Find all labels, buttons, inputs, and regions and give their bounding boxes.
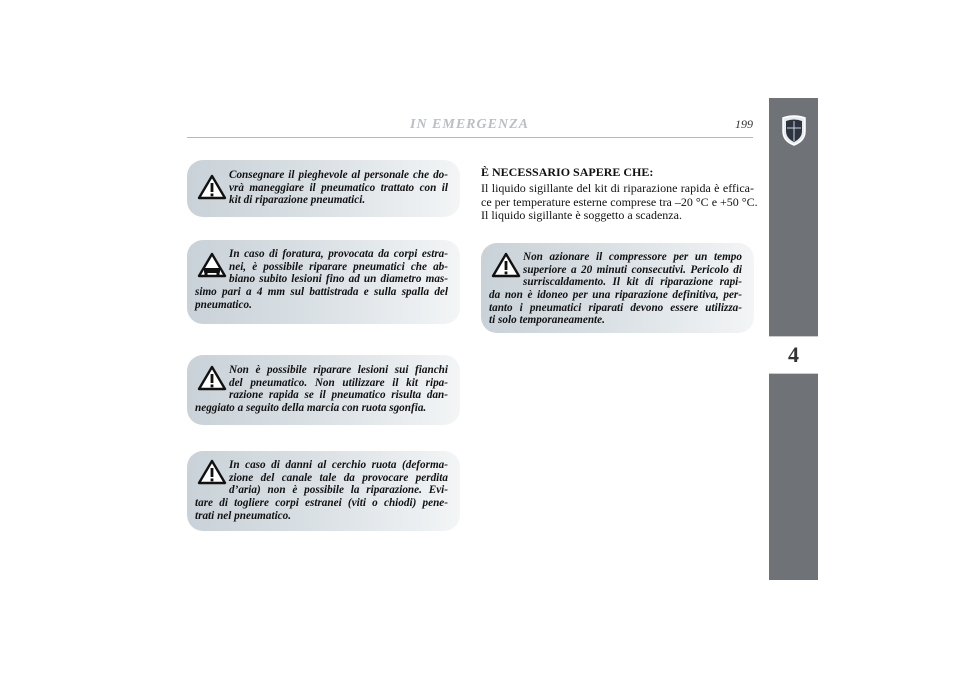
section-title: IN EMERGENZA	[410, 117, 529, 132]
warning-box-4	[187, 451, 460, 531]
warning-box-5	[481, 243, 754, 333]
body-text-line: Il liquido sigillante del kit di riparazione rapida è effica-	[481, 181, 754, 195]
warning-text-line: Non è possibile riparare lesioni sui fianchi	[229, 364, 448, 376]
warning-text-line: In caso di danni al cerchio ruota (deforma-	[229, 459, 448, 471]
warning-triangle-icon	[491, 252, 521, 278]
warning-triangle-icon	[197, 174, 227, 200]
warning-box-3	[187, 355, 460, 425]
warning-box-2	[187, 240, 460, 324]
warning-text-line: surriscaldamento. Il kit di riparazione rapi-	[523, 276, 742, 289]
warning-text-line: kit di riparazione pneumatici.	[229, 194, 366, 207]
warning-text-line: zione del canale tale da provocare perdita	[229, 471, 448, 484]
warning-text-line: tare di togliere corpi estranei (viti o chiodi) pene-	[195, 497, 448, 509]
warning-text-line: neggiato a seguito della marcia con ruota sgonfia.	[195, 402, 427, 414]
warning-text-line: trati nel pneumatico.	[195, 509, 292, 522]
warning-box-1	[187, 160, 460, 217]
warning-triangle-icon	[197, 459, 227, 485]
warning-text-line: Non azionare il compressore per un tempo	[523, 251, 742, 263]
warning-text-line: del pneumatico. Non utilizzare il kit ripa-	[229, 376, 448, 389]
warning-text-line: pneumatico.	[195, 298, 252, 311]
body-paragraph	[481, 181, 758, 223]
warning-text-line: tanto i pneumatici riparati devono essere utilizza-	[489, 301, 742, 314]
body-text-line: Il liquido sigillante è soggetto a scadenza.	[481, 208, 682, 223]
warning-text-line: superiore a 20 minuti consecutivi. Pericolo di	[523, 263, 742, 276]
body-text-line: ce per temperature esterne comprese tra –20 °C e +50 °C.	[481, 194, 758, 209]
warning-text-line: vrà maneggiare il pneumatico trattato con il	[229, 181, 448, 194]
warning-text-line: simo pari a 4 mm sul battistrada e sulla spalla del	[195, 286, 448, 298]
warning-text-line: Consegnare il pieghevole al personale che do-	[229, 169, 448, 181]
warning-text-line: In caso di foratura, provocata da corpi estra-	[229, 248, 448, 260]
warning-text-line: ti solo temporaneamente.	[489, 314, 605, 327]
warning-text-line: razione rapida se il pneumatico risulta dan-	[229, 389, 448, 402]
header-divider	[187, 137, 753, 138]
chapter-number: 4	[769, 336, 818, 374]
warning-triangle-icon	[197, 365, 227, 391]
warning-text-line: nei, è possibile riparare pneumatici che ab-	[229, 260, 448, 273]
warning-triangle-icon	[197, 252, 227, 278]
warning-text-line: da non è idoneo per una riparazione definitiva, per-	[489, 289, 742, 301]
lancia-shield-icon	[780, 115, 808, 147]
section-heading: È NECESSARIO SAPERE CHE:	[481, 165, 654, 179]
page-number: 199	[735, 117, 753, 131]
warning-text-line: biano subito lesioni fino ad un diametro mas-	[229, 273, 448, 286]
warning-text-line: d’aria) non è possibile la riparazione. Evi-	[229, 484, 448, 497]
